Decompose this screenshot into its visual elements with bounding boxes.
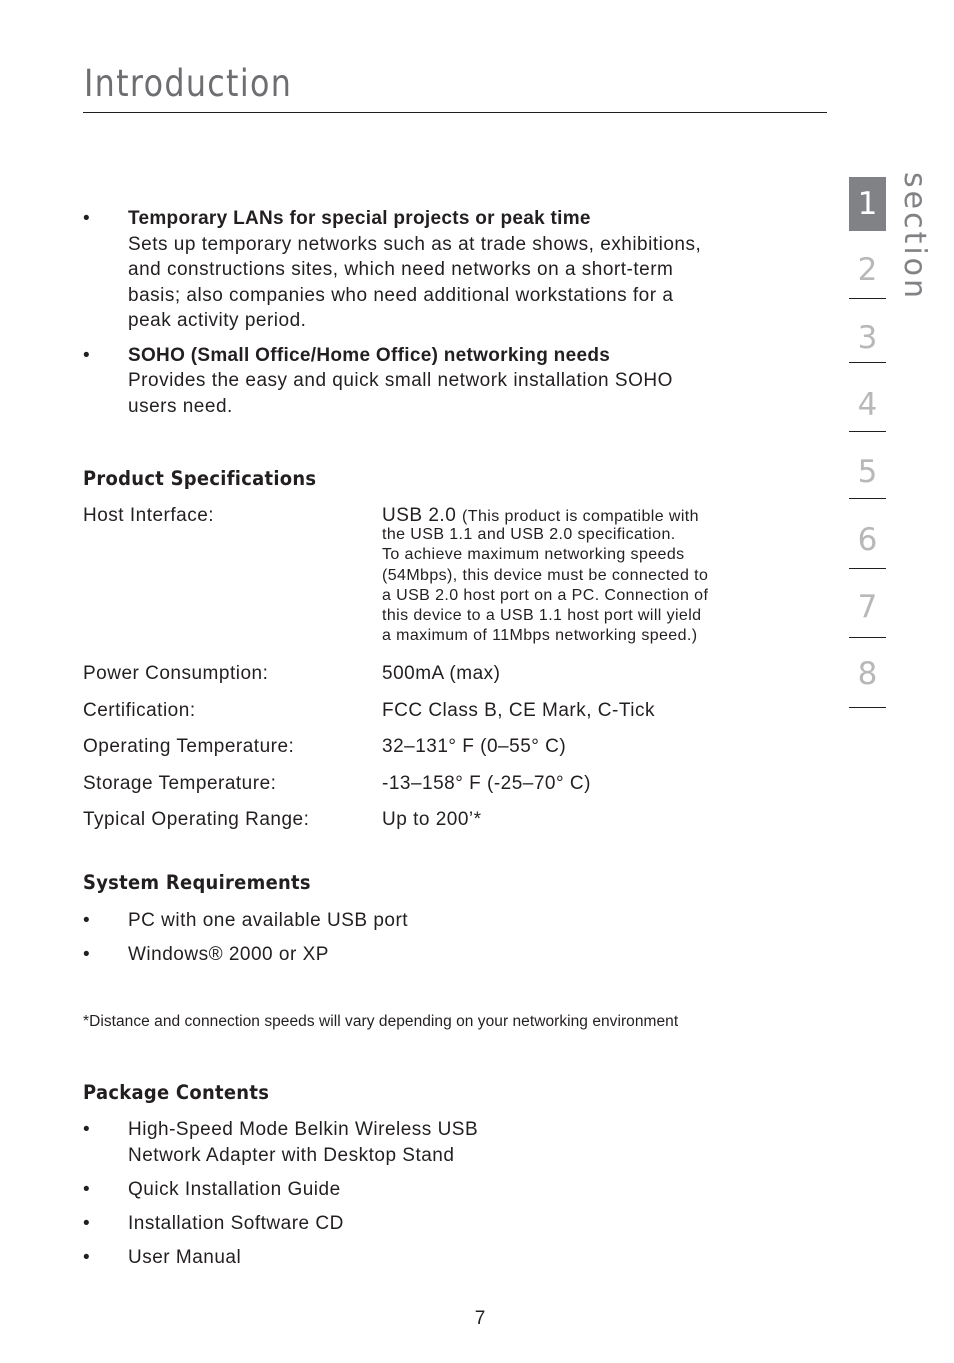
bullet-line: and constructions sites, which need networks on a short-term (128, 259, 674, 280)
section-tab-divider (849, 568, 886, 569)
bullet-line: basis; also companies who need additional workstations for a (128, 284, 674, 306)
list-item (83, 1211, 803, 1237)
list-item (83, 1177, 803, 1203)
spec-value: 32–131° F (0–55° C) (382, 736, 567, 757)
section-tab-divider (849, 498, 886, 499)
section-tab-3[interactable]: 3 (857, 320, 878, 356)
spec-note-line: To achieve maximum networking speeds (382, 546, 685, 564)
spec-note-line: (This product is compatible with (462, 508, 699, 525)
bullet-line: peak activity period. (128, 310, 307, 331)
package-contents-heading: Package Contents (83, 1081, 270, 1104)
list-item (83, 1245, 803, 1271)
section-tab-divider (849, 298, 886, 299)
spec-value: FCC Class B, CE Mark, C-Tick (382, 700, 655, 721)
spec-note-line: a USB 2.0 host port on a PC. Connection of (382, 586, 709, 604)
section-tab-8[interactable]: 8 (857, 656, 878, 692)
section-tab-2[interactable]: 2 (857, 252, 878, 288)
spec-label: Typical Operating Range: (83, 809, 310, 830)
bullet-title: • SOHO (Small Office/Home Office) networking needs (128, 344, 611, 366)
list-item: • PC with one available USB port (83, 908, 803, 934)
spec-note-line: the USB 1.1 and USB 2.0 specification. (382, 526, 676, 544)
section-tab-5[interactable]: 5 (857, 454, 878, 490)
spec-label: Operating Temperature: (83, 736, 295, 757)
spec-note-line: this device to a USB 1.1 host port will yield (382, 607, 702, 625)
spec-value: Up to 200’* (382, 809, 482, 830)
bullet-line: users need. (128, 395, 233, 417)
section-tab-6[interactable]: 6 (857, 522, 878, 558)
bullet-line: Provides the easy and quick small network installation SOHO (128, 370, 673, 391)
list-item (83, 343, 803, 420)
section-label: section (897, 172, 932, 302)
spec-value-main: USB 2.0 (382, 505, 457, 526)
section-tab-divider (849, 707, 886, 708)
spec-value: -13–158° F (-25–70° C) (382, 773, 591, 794)
spec-note-line: (54Mbps), this device must be connected to (382, 566, 709, 584)
bullet-line: Sets up temporary networks such as at trade shows, exhibitions, (128, 233, 702, 255)
page-number: 7 (474, 1308, 486, 1329)
system-requirements-list (83, 908, 803, 968)
spec-note-line: a maximum of 11Mbps networking speed.) (382, 627, 698, 645)
list-item (83, 1117, 803, 1168)
spec-label: Host Interface: (83, 505, 215, 526)
list-item-line: • Installation Software CD (128, 1212, 344, 1234)
section-tab-divider (849, 637, 886, 638)
section-tab-1[interactable]: 1 (849, 177, 886, 231)
page-title: Introduction (84, 62, 293, 105)
list-item-line: Network Adapter with Desktop Stand (128, 1144, 455, 1166)
spec-label: Storage Temperature: (83, 773, 277, 794)
section-tab-4[interactable]: 4 (857, 387, 878, 423)
spec-label: Power Consumption: (83, 663, 269, 684)
spec-value: 500mA (max) (382, 663, 501, 684)
footnote: *Distance and connection speeds will vary depending on your networking environment (83, 1013, 679, 1030)
bullet-title: • Temporary LANs for special projects or peak time (128, 208, 591, 229)
list-item: • Windows® 2000 or XP (83, 942, 803, 968)
list-item-line: • High-Speed Mode Belkin Wireless USB (128, 1119, 479, 1140)
spec-label: Certification: (83, 700, 196, 721)
list-item-line: • Quick Installation Guide (128, 1178, 341, 1200)
list-item (83, 206, 803, 334)
section-tab-divider (849, 362, 886, 363)
title-divider (83, 112, 827, 113)
package-contents-list (83, 1117, 803, 1270)
system-requirements-heading: System Requirements (83, 871, 311, 894)
list-item-line: • User Manual (128, 1246, 242, 1268)
section-tab-divider (849, 431, 886, 432)
product-specifications-heading: Product Specifications (83, 467, 317, 490)
spec-value (382, 505, 782, 646)
section-tab-7[interactable]: 7 (857, 589, 878, 625)
intro-bullet-list (83, 206, 803, 419)
